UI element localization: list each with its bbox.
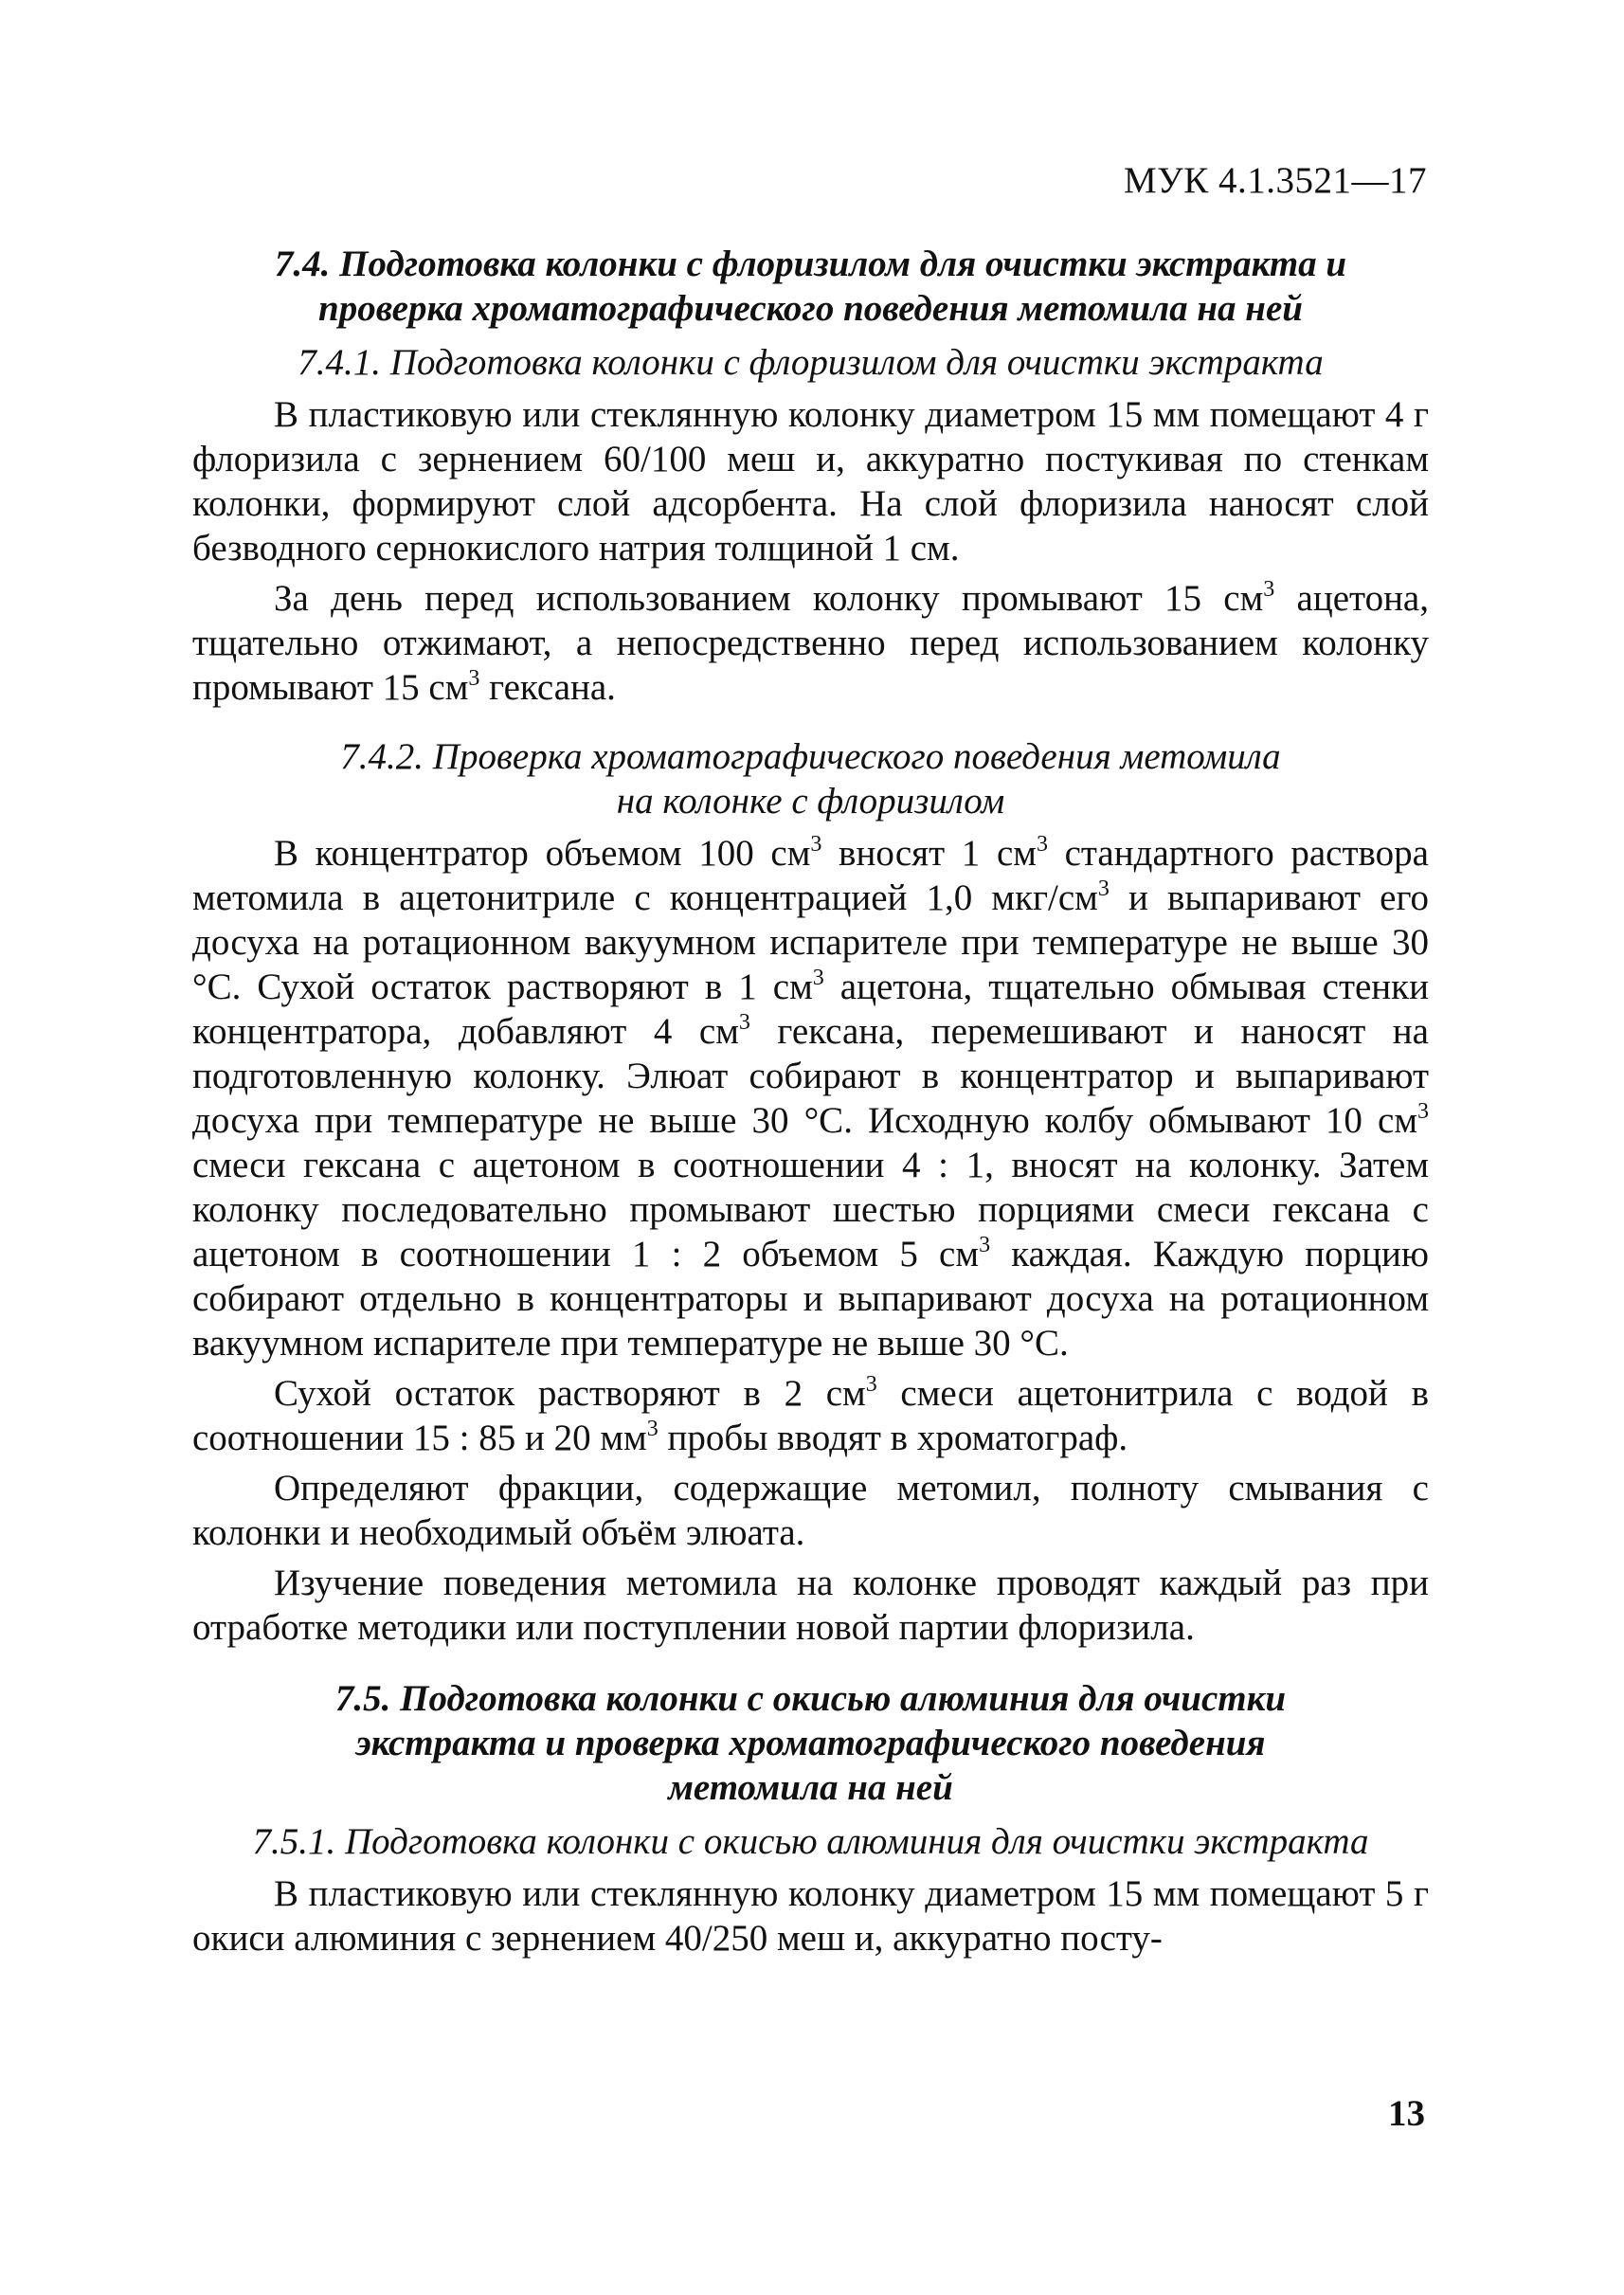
paragraph-7-5-1-column-fill: В пластиковую или стеклянную колонку диаметром 15 мм помещают 5 г окиси алюминия с зернением 40/250 меш и, аккуратно посту- <box>192 1873 1429 1959</box>
section-7-5-title-line-3: метомила на ней <box>668 1767 953 1808</box>
paragraph-7-4-2-residue: Сухой остаток растворяют в 2 $см^3$ смеси ацетонитрила с водой в соотношении 15 : 85 и 20 $мм^3$ пробы вводят в хроматограф. <box>192 1372 1430 1458</box>
page-content <box>192 242 1429 1966</box>
paragraph-7-4-2-fractions: Определяют фракции, содержащие метомил, полноту смывания с колонки и необходимый объём элюата. <box>192 1468 1429 1553</box>
section-7-4-title-line-1: 7.4. Подготовка колонки с флоризилом для очистки экстракта и <box>274 244 1347 284</box>
subsection-7-4-2-title-line-2: на колонке с флоризилом <box>616 781 1005 822</box>
section-7-5-title-line-1: 7.5. Подготовка колонки с окисью алюминия для очистки <box>334 1678 1287 1719</box>
superscript: 3 <box>468 666 480 691</box>
subsection-7-4-2-title-line-1: 7.4.2. Проверка хроматографического поведения метомила <box>340 736 1281 777</box>
section-7-5-title-line-2: экстракта и проверка хроматографического поведения <box>355 1723 1266 1763</box>
document-code-header: МУК 4.1.3521—17 <box>1123 160 1427 201</box>
page-number: 13 <box>1388 2093 1425 2134</box>
section-7-4-title-line-2: проверка хроматографического поведения метомила на ней <box>318 288 1303 329</box>
paragraph-7-4-2-procedure: В концентратор объемом 100 $см^3$ вносят 1 $см^3$ стандартного раствора метомила в ацетонитриле с концентрацией 1,0 мкг/$см^3$ и выпаривают его досуха на ротационном вакуумном испарителе при температуре не выше 30 °С. Сухой остаток растворяют в 1 $см^3$ ацетона, тщательно обмывая стенки концентратора, добавляют 4 $см^3$ гексана, перемешивают и наносят на подготовленную колонку. Элюат собирают в концентратор и выпаривают досуха при температуре не выше 30 °С. Исходную колбу обмывают 10 $см^3$ смеси гексана с ацетоном в соотношении 4 : 1, вносят на колонку. Затем колонку последовательно промывают шестью порциями смеси гексана с ацетоном в соотношении 1 : 2 объемом 5 $см^3$ каждая. Каждую порцию собирают отдельно в концентраторы и выпаривают досуха на ротационном вакуумном испарителе при температуре не выше 30 °С. <box>192 832 1430 1364</box>
paragraph-7-4-1-column-fill: В пластиковую или стеклянную колонку диаметром 15 мм помещают 4 г флоризила с зернением 60/100 меш и, аккуратно постукивая по стенкам колонки, формируют слой адсорбента. На слой флоризила наносят слой безводного сернокислого натрия толщиной 1 см. <box>192 394 1429 569</box>
subsection-7-5-1-title: 7.5.1. Подготовка колонки с окисью алюминия для очистки экстракта <box>252 1821 1369 1862</box>
subsection-7-4-1-title: 7.4.1. Подготовка колонки с флоризилом для очистки экстракта <box>298 342 1324 383</box>
paragraph-7-4-1-washing: За день перед использованием колонку промывают 15 $см^3$ ацетона, тщательно отжимают, а непосредственно перед использованием колонку промывают 15 $см^3$ гексана. <box>192 577 1429 708</box>
superscript: 3 <box>1263 577 1275 602</box>
paragraph-7-4-2-study: Изучение поведения метомила на колонке проводят каждый раз при отработке методики или поступлении новой партии флоризила. <box>192 1563 1429 1648</box>
